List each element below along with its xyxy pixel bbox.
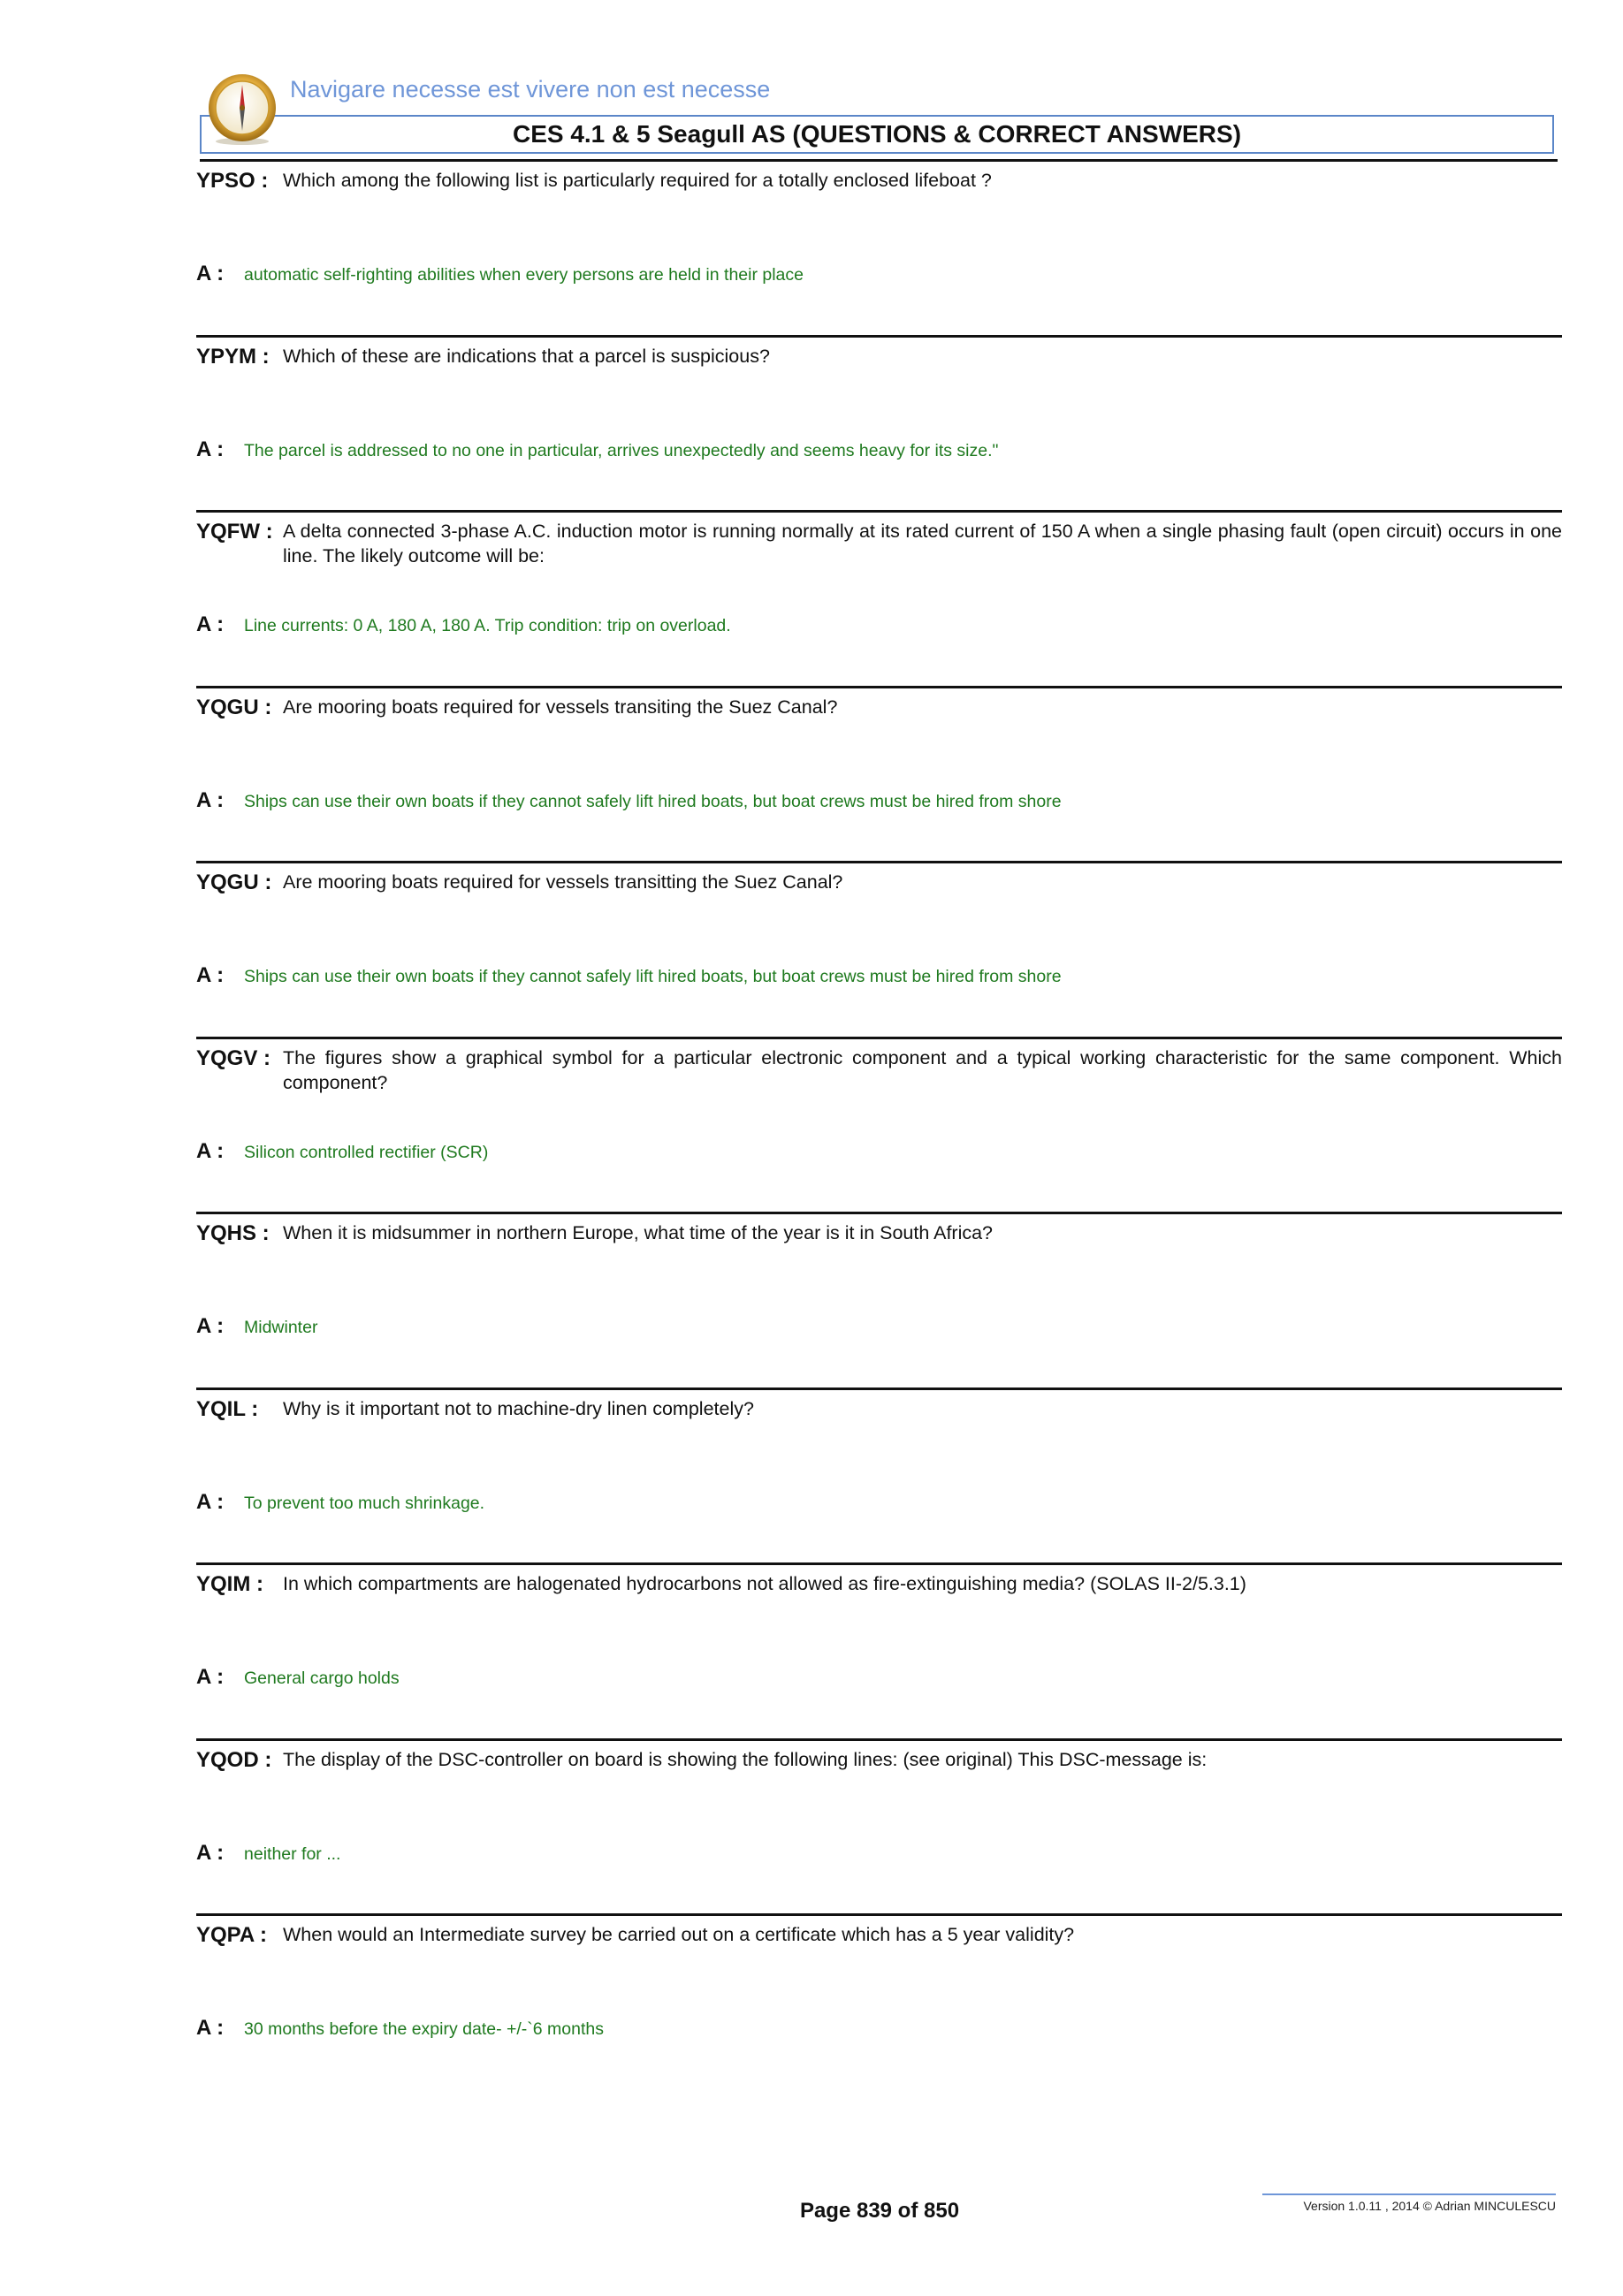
answer-label: A :	[196, 2016, 225, 2040]
document-title: CES 4.1 & 5 Seagull AS (QUESTIONS & CORRECT ANSWERS)	[200, 115, 1554, 154]
answer-text: neither for ...	[244, 1844, 341, 1864]
qa-item	[196, 1741, 1562, 1917]
answer-row	[196, 788, 1062, 813]
question-code: YQIL :	[196, 1396, 259, 1421]
question-text: Which among the following list is particularly required for a totally enclosed lifeboat ?	[283, 170, 992, 191]
qa-list	[196, 162, 1562, 2092]
qa-item	[196, 513, 1562, 688]
page-number: Page 839 of 850	[799, 2199, 960, 2223]
answer-text: automatic self-righting abilities when every persons are held in their place	[244, 265, 804, 285]
question-row	[196, 1390, 1562, 1422]
answer-label: A :	[196, 787, 225, 812]
question-row	[196, 688, 1562, 720]
question-text: When would an Intermediate survey be carried out on a certificate which has a 5 year validity?	[283, 1924, 1075, 1945]
question-row	[196, 1741, 1562, 1773]
question-code: YQGU :	[196, 871, 272, 894]
question-code: YQGU :	[196, 695, 272, 719]
question-row	[196, 338, 1562, 369]
question-code: YQPA :	[196, 1923, 268, 1947]
qa-item	[196, 688, 1562, 864]
answer-text: Ships can use their own boats if they cannot safely lift hired boats, but boat crews must be hired from shore	[244, 967, 1062, 986]
answer-text: Midwinter	[244, 1318, 318, 1337]
answer-label: A :	[196, 612, 225, 636]
answer-row	[196, 612, 731, 637]
question-text: Why is it important not to machine-dry linen completely?	[283, 1397, 754, 1419]
answer-row	[196, 1841, 340, 1866]
question-row	[196, 1565, 1562, 1597]
motto-text: Navigare necesse est vivere non est necesse	[290, 76, 771, 103]
answer-row	[196, 1139, 488, 1164]
answer-row	[196, 1490, 484, 1515]
answer-label: A :	[196, 1489, 225, 1514]
answer-text: Ships can use their own boats if they cannot safely lift hired boats, but boat crews must be hired from shore	[244, 791, 1062, 811]
answer-label: A :	[196, 1314, 225, 1338]
qa-item	[196, 1039, 1562, 1215]
question-row	[196, 1039, 1562, 1095]
question-row	[196, 162, 1562, 194]
question-code: YQGV :	[196, 1045, 271, 1070]
answer-row	[196, 262, 804, 286]
answer-row	[196, 1314, 317, 1339]
qa-item	[196, 162, 1562, 338]
version-note: Version 1.0.11 , 2014 © Adrian MINCULESCU	[1262, 2193, 1556, 2213]
question-row	[196, 863, 1562, 895]
question-code: YPSO :	[196, 169, 269, 193]
question-code: YQOD :	[196, 1747, 272, 1772]
question-code: YQHS :	[196, 1221, 270, 1245]
question-row	[196, 1214, 1562, 1246]
answer-row	[196, 1665, 400, 1690]
question-text: Are mooring boats required for vessels transiting the Suez Canal?	[283, 696, 838, 718]
question-text: A delta connected 3-phase A.C. induction motor is running normally at its rated current of 150 A when a single phasing fault (open circuit) occurs in one line. The likely outcome will be:	[283, 521, 1562, 566]
question-code: YPYM :	[196, 344, 270, 369]
answer-label: A :	[196, 1665, 225, 1689]
answer-label: A :	[196, 1138, 225, 1163]
qa-item	[196, 1916, 1562, 2092]
answer-text: The parcel is addressed to no one in particular, arrives unexpectedly and seems heavy for its size."	[244, 440, 999, 460]
question-text: The display of the DSC-controller on board is showing the following lines: (see original) This DSC-message is:	[283, 1748, 1208, 1770]
page-header	[196, 71, 1558, 159]
answer-text: General cargo holds	[244, 1669, 400, 1688]
qa-item	[196, 1390, 1562, 1566]
question-text: The figures show a graphical symbol for a particular electronic component and a typical working characteristic for the same component. Which component?	[283, 1046, 1562, 1093]
answer-label: A :	[196, 1840, 225, 1865]
qa-item	[196, 1214, 1562, 1390]
answer-label: A :	[196, 437, 225, 461]
answer-text: Line currents: 0 A, 180 A, 180 A. Trip condition: trip on overload.	[244, 616, 731, 635]
qa-item	[196, 863, 1562, 1039]
qa-item	[196, 338, 1562, 513]
answer-text: Silicon controlled rectifier (SCR)	[244, 1142, 489, 1162]
question-code: YQIM :	[196, 1572, 263, 1596]
question-code: YQFW :	[196, 520, 273, 544]
question-text: In which compartments are halogenated hydrocarbons not allowed as fire-extinguishing media? (SOLAS II-2/5.3.1)	[283, 1573, 1246, 1594]
qa-item	[196, 1565, 1562, 1741]
answer-row	[196, 2016, 604, 2041]
answer-row	[196, 437, 998, 462]
answer-row	[196, 963, 1062, 988]
compass-icon	[205, 72, 279, 147]
question-text: Which of these are indications that a parcel is suspicious?	[283, 345, 770, 367]
question-text: Are mooring boats required for vessels transitting the Suez Canal?	[283, 871, 843, 893]
question-row	[196, 513, 1562, 568]
question-text: When it is midsummer in northern Europe, what time of the year is it in South Africa?	[283, 1222, 994, 1243]
answer-text: To prevent too much shrinkage.	[244, 1493, 485, 1513]
answer-text: 30 months before the expiry date- +/-`6 months	[244, 2019, 605, 2039]
question-row	[196, 1916, 1562, 1948]
answer-label: A :	[196, 963, 225, 987]
answer-label: A :	[196, 262, 225, 285]
